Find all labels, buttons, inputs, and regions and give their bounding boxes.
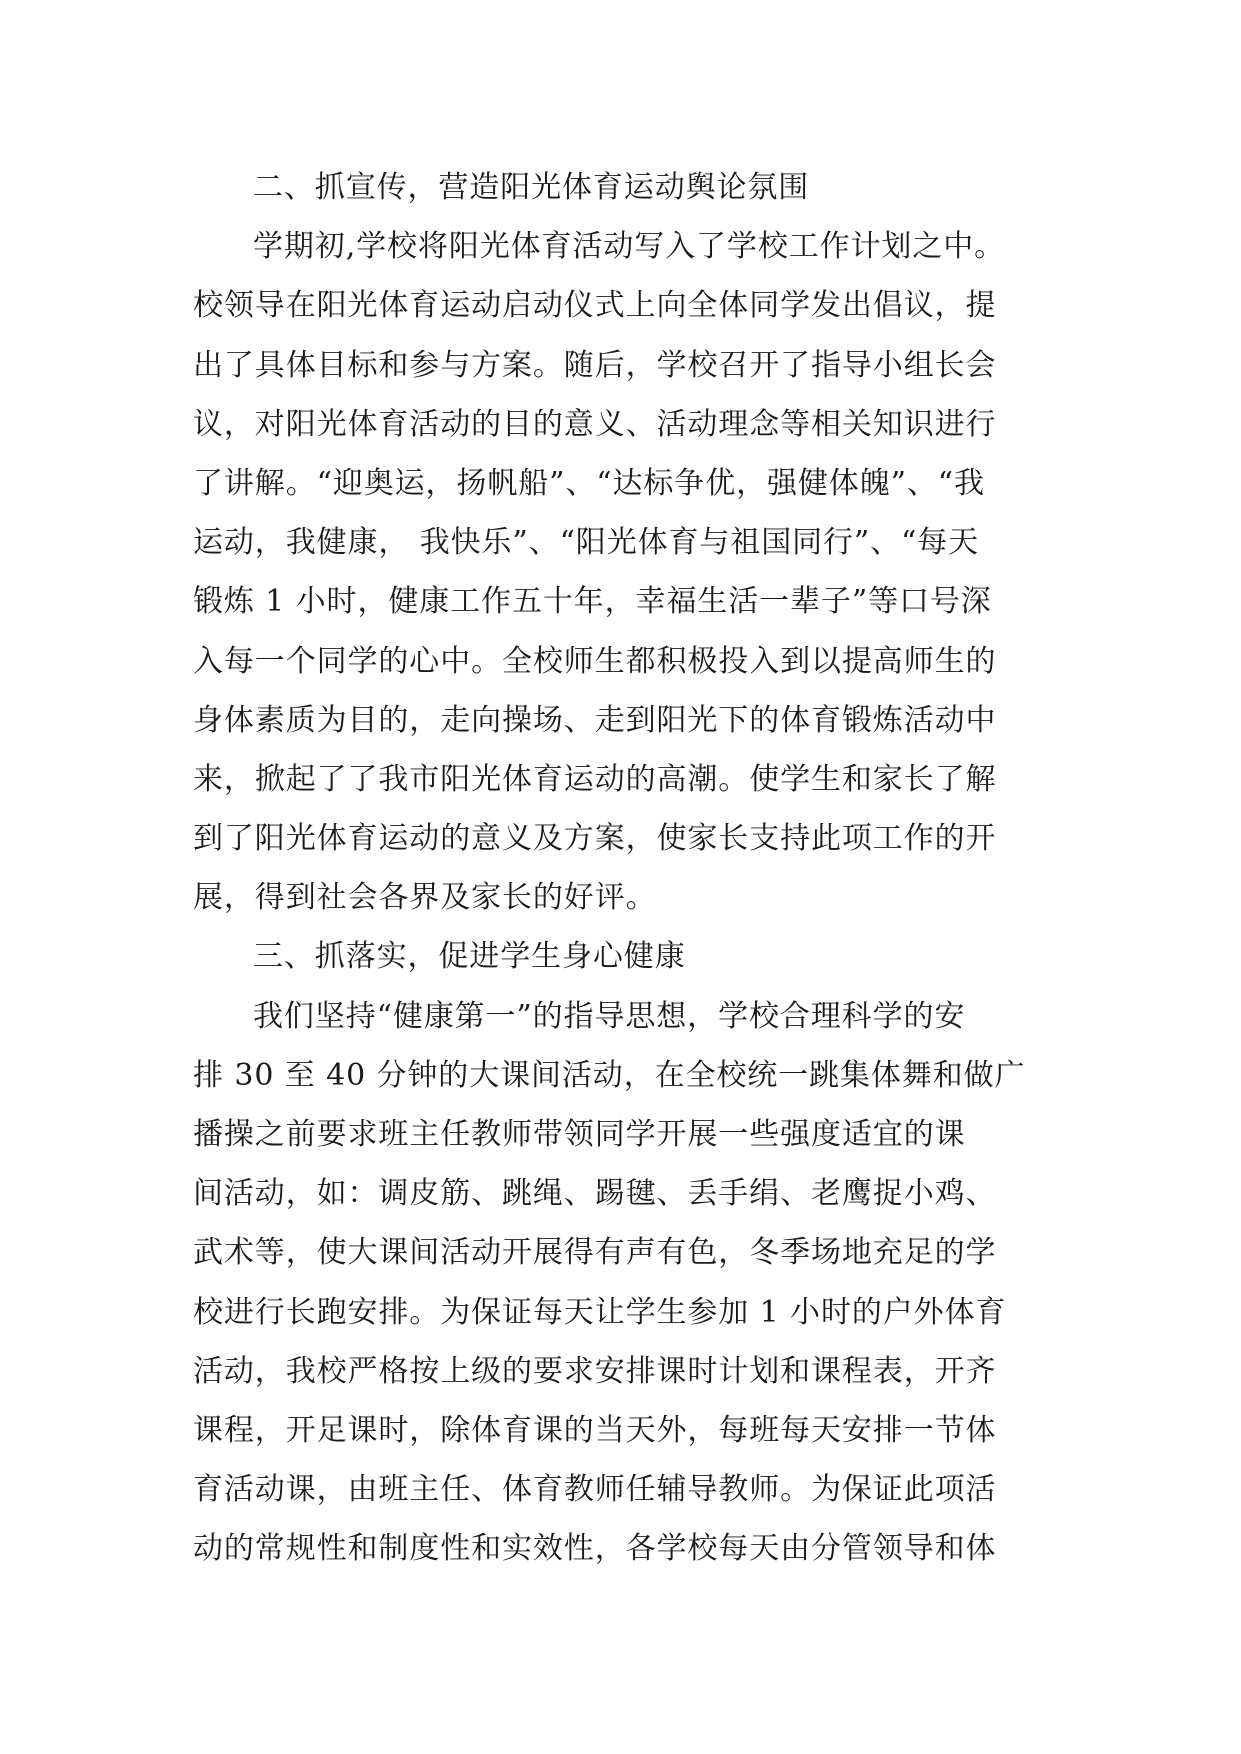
- text-line: 了讲解。“迎奥运，扬帆船”、“达标争优，强健体魄”、“我: [193, 465, 985, 501]
- text-line: 来，掀起了了我市阳光体育运动的高潮。使学生和家长了解: [193, 761, 997, 797]
- text-line: 我们坚持“健康第一”的指导思想，学校合理科学的安: [253, 998, 966, 1034]
- text-line: 活动，我校严格按上级的要求安排课时计划和课程表，开齐: [193, 1353, 997, 1389]
- document-body: [0, 158, 1241, 1579]
- text-line: 运动，我健康， 我快乐”、“阳光体育与祖国同行”、“每天: [193, 525, 980, 561]
- text-line: 三、抓落实，促进学生身心健康: [253, 939, 686, 975]
- text-line: 播操之前要求班主任教师带领同学开展一些强度适宜的课: [193, 1117, 966, 1152]
- text-line: 学期初,学校将阳光体育活动写入了学校工作计划之中。: [253, 229, 1006, 265]
- text-line: 间活动，如：调皮筋、跳绳、踢毽、丢手绢、老鹰捉小鸡、: [193, 1176, 997, 1212]
- text-line: 育活动课，由班主任、体育教师任辅导教师。为保证此项活: [193, 1472, 997, 1508]
- text-line: 锻炼 1 小时，健康工作五十年，幸福生活一辈子”等口号深: [193, 584, 992, 620]
- text-line: 二、抓宣传，营造阳光体育运动舆论氛围: [253, 170, 810, 205]
- text-line: 武术等，使大课间活动开展得有声有色，冬季场地充足的学: [193, 1235, 997, 1271]
- text-line: 到了阳光体育运动的意义及方案，使家长支持此项工作的开: [193, 821, 997, 857]
- text-line: 入每一个同学的心中。全校师生都积极投入到以提高师生的: [193, 643, 997, 679]
- text-line: 议，对阳光体育活动的目的意义、活动理念等相关知识进行: [193, 406, 997, 442]
- text-line: 出了具体目标和参与方案。随后，学校召开了指导小组长会: [193, 347, 997, 383]
- text-line: 校领导在阳光体育运动启动仪式上向全体同学发出倡议，提: [193, 288, 997, 324]
- text-line: 身体素质为目的，走向操场、走到阳光下的体育锻炼活动中: [193, 702, 997, 738]
- text-line: 排 30 至 40 分钟的大课间活动，在全校统一跳集体舞和做广: [193, 1057, 1026, 1093]
- text-line: 动的常规性和制度性和实效性，各学校每天由分管领导和体: [193, 1531, 997, 1567]
- text-line: 校进行长跑安排。为保证每天让学生参加 1 小时的户外体育: [193, 1294, 1007, 1330]
- text-line: 展，得到社会各界及家长的好评。: [193, 880, 657, 916]
- text-line: 课程，开足课时，除体育课的当天外，每班每天安排一节体: [193, 1412, 997, 1448]
